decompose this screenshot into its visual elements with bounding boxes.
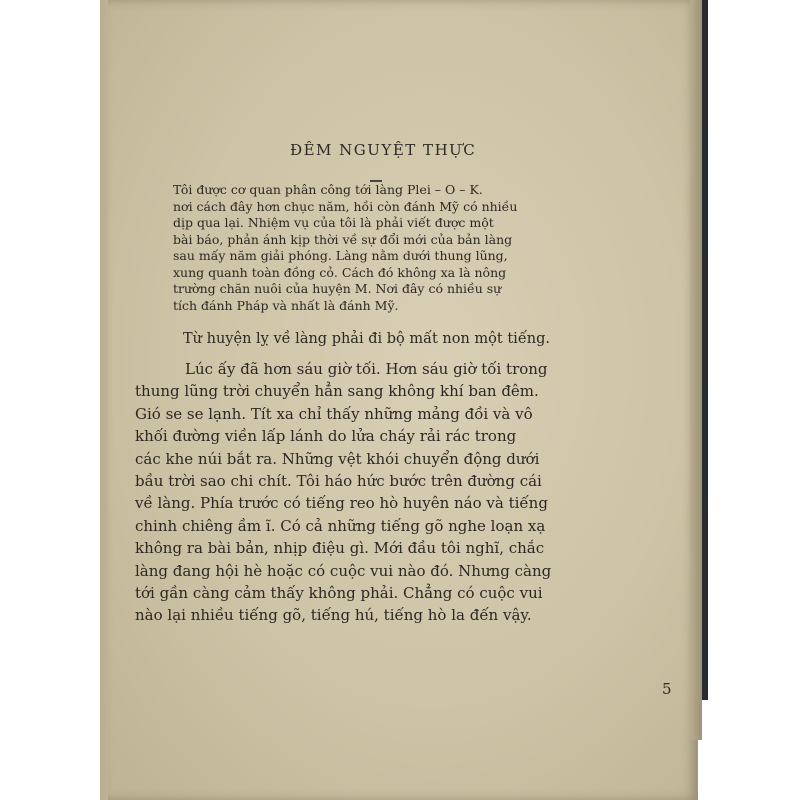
text-line: dịp qua lại. Nhiệm vụ của tôi là phải viết được một <box>173 215 494 230</box>
text-line: khối đường viền lấp lánh do lửa cháy rải rác trong <box>135 427 517 446</box>
text-line: tích đánh Pháp và nhất là đánh Mỹ. <box>173 297 399 313</box>
paragraph-3 <box>135 358 655 627</box>
text-line: nơi cách đây hơn chục năm, hồi còn đánh Mỹ có nhiều <box>173 198 518 214</box>
text-line: các khe núi bắt ra. Những vệt khói chuyển động dưới <box>135 449 540 468</box>
page-number: 5 <box>662 680 672 698</box>
text-line: bầu trời sao chi chít. Tôi háo hức bước trên đường cái <box>135 472 542 491</box>
paragraph-2: Từ huyện lỵ về làng phải đi bộ mất non một tiếng. <box>183 331 550 347</box>
text-line: không ra bài bản, nhịp điệu gì. Mới đầu tôi nghĩ, chắc <box>135 539 545 558</box>
text-line: Tôi được cơ quan phân công tới làng Plei – O – K. <box>173 182 483 197</box>
text-line: Lúc ấy đã hơn sáu giờ tối. Hơn sáu giờ tối trong <box>185 360 548 378</box>
text-line: sau mấy năm giải phóng. Làng nằm dưới thung lũng, <box>173 248 508 263</box>
text-line: về làng. Phía trước có tiếng reo hò huyên náo và tiếng <box>135 494 548 513</box>
text-line: nào lại nhiều tiếng gõ, tiếng hú, tiếng hò la đến vậy. <box>135 606 532 625</box>
text-line: xung quanh toàn đồng cỏ. Cách đó không xa là nông <box>173 264 507 280</box>
text-line: tới gần càng cảm thấy không phải. Chẳng có cuộc vui <box>135 584 543 603</box>
text-line: Gió se se lạnh. Tít xa chỉ thấy những mảng đồi và vô <box>135 404 533 423</box>
chapter-title: ĐÊM NGUYỆT THỰC <box>290 141 477 159</box>
text-line: chinh chiêng ầm ĩ. Có cả những tiếng gõ nghe loạn xạ <box>135 516 546 535</box>
page-stack-edge <box>690 0 702 740</box>
body-text <box>135 182 655 627</box>
text-line: làng đang hội hè hoặc có cuộc vui nào đó. Nhưng càng <box>135 561 552 580</box>
paragraph-1 <box>135 182 655 314</box>
text-line: thung lũng trời chuyển hẳn sang không khí ban đêm. <box>135 382 539 401</box>
text-line: trường chăn nuôi của huyện M. Nơi đây có nhiều sự <box>173 281 502 296</box>
text-line: bài báo, phản ánh kịp thời về sự đổi mới của bản làng <box>173 231 513 247</box>
